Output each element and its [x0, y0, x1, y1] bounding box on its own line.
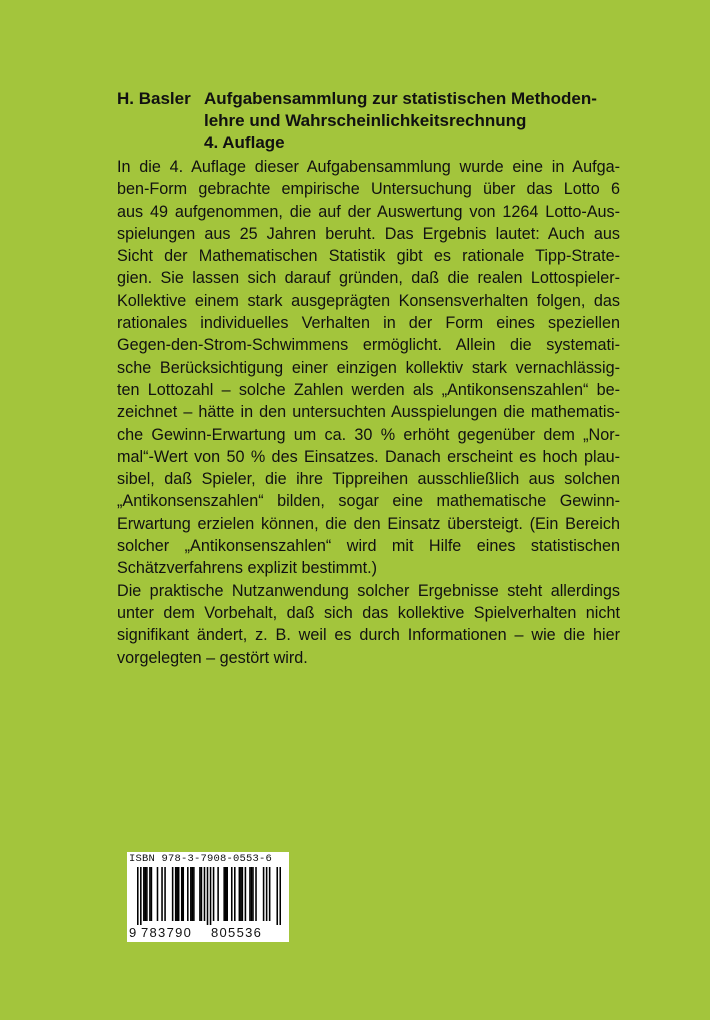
barcode-bar	[146, 867, 148, 921]
barcode-bar	[192, 867, 194, 921]
barcode-bar	[252, 867, 254, 921]
barcode-bar	[269, 867, 271, 921]
text-line: mal“-Wert von 50 % des Einsatzes. Danach erscheint es hoch plau-	[117, 447, 620, 466]
barcode-bar	[240, 867, 242, 921]
text-line: Erwartung erzielen können, die den Einsatz übersteigt. (Ein Bereich	[117, 514, 620, 533]
barcode-bar	[151, 867, 153, 921]
barcode-bar	[279, 867, 281, 925]
text-line: Kollektive einem stark ausgeprägten Konsensverhalten folgen, das	[117, 291, 620, 310]
barcode-bar	[225, 867, 227, 921]
barcode-bar	[137, 867, 139, 925]
text-line: che Gewinn-Erwartung um ca. 30 % erhöht gegenüber dem „Nor-	[117, 425, 620, 444]
barcode-bar	[266, 867, 268, 921]
text-line: gien. Sie lassen sich darauf gründen, daß die realen Lottospieler-	[117, 269, 620, 288]
barcode-bar	[223, 867, 225, 921]
barcode-digit-group-2: 805536	[211, 925, 263, 940]
text-line: Gegen-den-Strom-Schwimmens ermöglicht. Allein die systemati-	[117, 336, 620, 355]
text-line: rationales individuelles Verhalten in der Form eines speziellen	[117, 314, 620, 333]
text-line: Sicht der Mathematischen Statistik gibt es rationale Tipp-Strate-	[117, 247, 620, 266]
barcode-bar	[175, 867, 177, 921]
barcode-bar	[143, 867, 145, 921]
text-line: aus 49 aufgenommen, die auf der Auswertung von 1264 Lotto-Aus-	[117, 202, 620, 221]
barcode-lead-digit: 9	[129, 925, 137, 940]
text-line: signifikant ändert, z. B. weil es durch Informationen – wie die hier	[117, 626, 620, 645]
text-line: vorgelegten – gestört wird.	[117, 648, 308, 667]
barcode-bar	[199, 867, 201, 921]
edition-line: 4. Auflage	[204, 133, 285, 152]
text-line: zeichnet – hätte in den untersuchten Ausspielungen die mathematis-	[117, 403, 620, 422]
barcode-bar	[217, 867, 219, 921]
text-line: sche Berücksichtigung einer einzigen kollektiv stark vernachlässig-	[117, 358, 620, 377]
barcode-bar	[210, 867, 212, 925]
title-line-1: Aufgabensammlung zur statistischen Methoden-	[204, 89, 597, 108]
header	[117, 88, 617, 154]
book-title	[204, 88, 617, 154]
barcode-bar	[245, 867, 247, 921]
text-line: ten Lottozahl – solche Zahlen werden als „Antikonsenszahlen“ be-	[117, 380, 620, 399]
barcode-bar	[193, 867, 195, 921]
barcode-bar	[239, 867, 241, 921]
barcode-bar	[149, 867, 151, 921]
barcode-bar	[182, 867, 184, 921]
barcode-bar	[263, 867, 265, 921]
barcode-bar	[140, 867, 142, 925]
isbn-barcode-box	[127, 852, 289, 942]
title-line-2: lehre und Wahrscheinlichkeitsrechnung	[204, 111, 527, 130]
barcode-bar	[201, 867, 203, 921]
barcode-digit-group-1: 783790	[141, 925, 193, 940]
blurb-paragraph-2	[117, 580, 620, 669]
barcode-bar	[276, 867, 278, 925]
text-line: „Antikonsenszahlen“ bilden, sogar eine mathematische Gewinn-	[117, 492, 620, 511]
barcode-bar	[231, 867, 233, 921]
blurb-text	[117, 156, 620, 669]
text-line: sibel, daß Spieler, die ihre Tippreihen ausschließlich aus solchen	[117, 470, 620, 489]
barcode-bar	[190, 867, 192, 921]
barcode-bar	[213, 867, 215, 921]
barcode-bar	[187, 867, 189, 921]
text-line: In die 4. Auflage dieser Aufgabensammlung wurde eine in Aufga-	[117, 158, 620, 176]
barcode-bar	[226, 867, 228, 921]
barcode-bar	[161, 867, 163, 921]
barcode-bar	[242, 867, 244, 921]
text-line: Schätzverfahrens explizit bestimmt.)	[117, 559, 377, 578]
barcode-bar	[145, 867, 147, 921]
barcode-bar	[207, 867, 209, 925]
barcode-bar	[172, 867, 174, 921]
isbn-label: ISBN 978-3-7908-0553-6	[129, 853, 273, 865]
barcode-bar	[249, 867, 251, 921]
text-line: ben-Form gebrachte empirische Untersuchung über das Lotto 6	[117, 180, 620, 199]
blurb-paragraph-1	[117, 156, 620, 580]
text-line: unter dem Vorbehalt, daß sich das kollektive Spielverhalten nicht	[117, 603, 620, 622]
barcode-bar	[178, 867, 180, 921]
barcode-bar	[157, 867, 159, 921]
barcode-bar	[204, 867, 206, 921]
barcode-bar	[234, 867, 236, 921]
text-line: solcher „Antikonsenszahlen“ wird mit Hilfe eines statistischen	[117, 537, 620, 556]
text-line: spielungen aus 25 Jahren beruht. Das Ergebnis lautet: Auch aus	[117, 224, 620, 243]
barcode-icon	[137, 867, 281, 925]
barcode-digits	[129, 925, 262, 940]
author-name: H. Basler	[117, 89, 191, 108]
barcode-bar	[181, 867, 183, 921]
barcode-bar	[176, 867, 178, 921]
text-line: Die praktische Nutzanwendung solcher Ergebnisse steht allerdings	[117, 581, 620, 600]
barcode-bar	[255, 867, 257, 921]
barcode-bar	[251, 867, 253, 921]
barcode-bar	[164, 867, 166, 921]
